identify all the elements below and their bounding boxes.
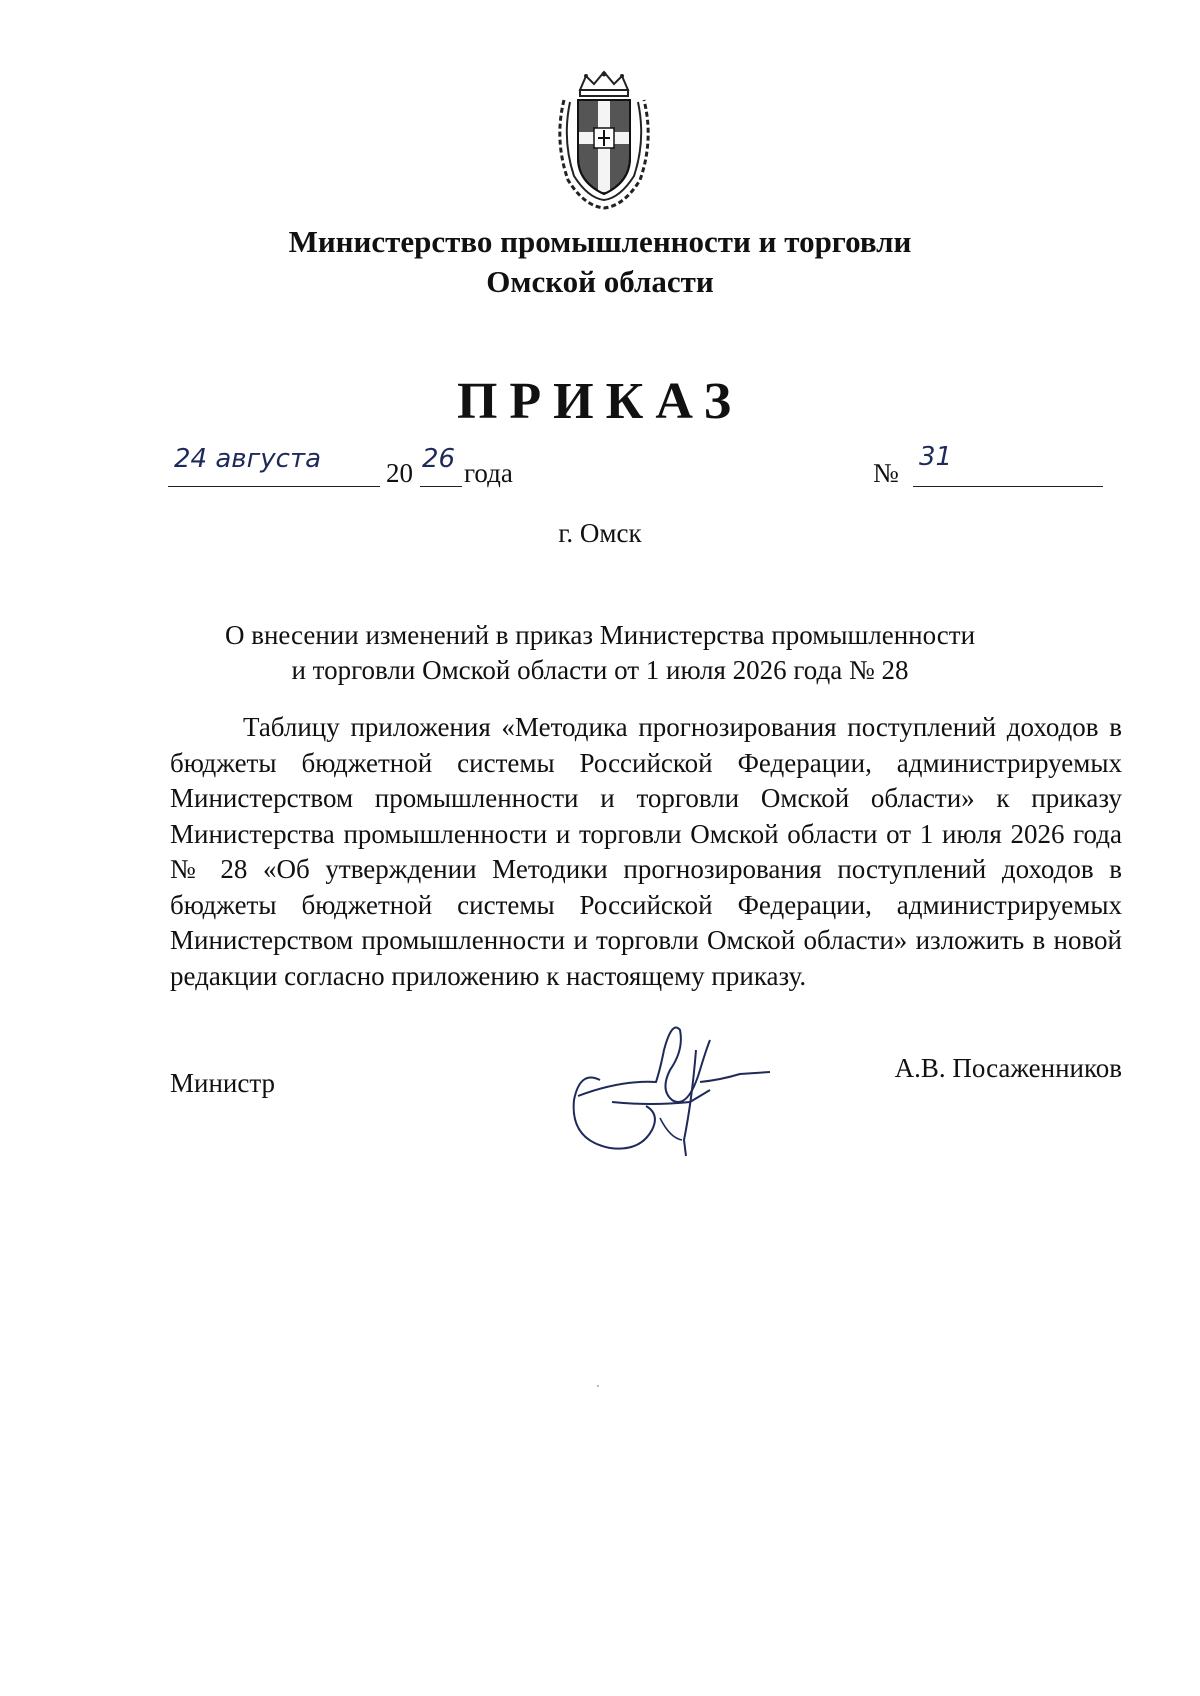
handwritten-number: 31 [919, 442, 953, 472]
handwritten-signature [560, 1010, 820, 1160]
scan-speck [597, 1385, 599, 1387]
document-number [873, 442, 1103, 488]
body-paragraph: Таблицу приложения «Методика прогнозирования поступлений доходов в бюджеты бюджетной системы Российской Федерации, администрируемых Министерством промышленности и торговли Омской области» к приказу Министерства промышленности и торговли Омской области от 1 июля 2026 года № 28 «Об утверждении Методики прогнозирования поступлений доходов в бюджеты бюджетной системы Российской Федерации, администрируемых Министерством промышленности и торговли Омской области» изложить в новой редакции согласно приложению к настоящему приказу. [170, 712, 1122, 991]
number-label: № [873, 458, 899, 488]
date-number-line [168, 442, 1200, 506]
organization-line-2: Омской области [486, 264, 714, 299]
year-prefix: 20 [386, 458, 413, 488]
signatory-name: А.В. Посаженников [894, 1053, 1122, 1083]
number-field [913, 442, 1103, 487]
handwritten-date: 24 августа [174, 444, 322, 474]
subject-line-1: О внесении изменений в приказ Министерства промышленности [224, 620, 976, 650]
signatory-position: Министр [170, 1068, 275, 1098]
handwritten-year: 26 [422, 444, 456, 474]
document-type-title: ПРИКАЗ [456, 373, 744, 430]
city: г. Омск [558, 518, 642, 548]
year-field [420, 446, 462, 487]
coat-of-arms-icon [550, 70, 658, 210]
year-suffix: года [464, 458, 513, 488]
date-field [168, 446, 380, 487]
subject-heading [0, 618, 1200, 688]
subject-line-2: и торговли Омской области от 1 июля 2026 года № 28 [291, 655, 909, 685]
organization-line-1: Министерство промышленности и торговли [288, 224, 912, 259]
